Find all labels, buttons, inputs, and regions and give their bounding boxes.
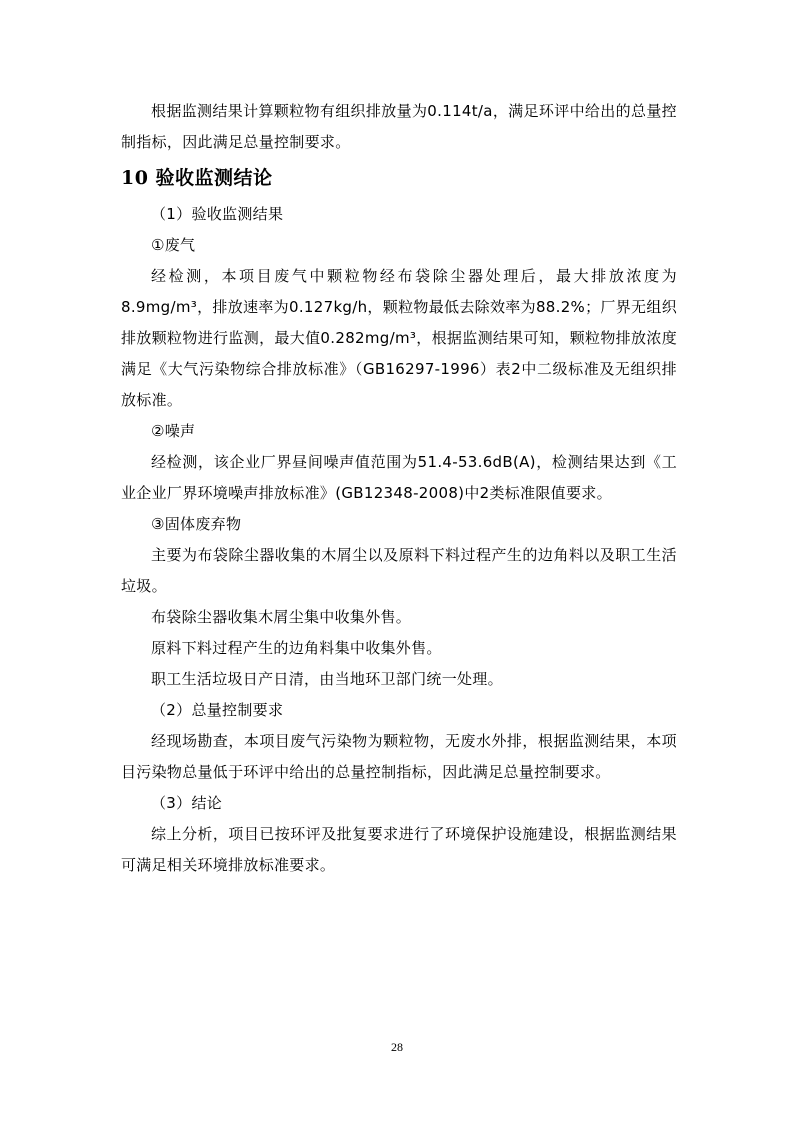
solid-waste-line-dust: 布袋除尘器收集木屑尘集中收集外售。: [151, 608, 412, 626]
solid-waste-title: ③固体废弃物: [151, 515, 242, 533]
section-heading: 10 验收监测结论: [121, 167, 273, 189]
conclusion-paragraph: 综上分析，项目已按环评及批复要求进行了环境保护设施建设，根据监测结果可满足相关环境排放标准要求。: [121, 825, 677, 874]
total-control-paragraph: 经现场勘查，本项目废气污染物为颗粒物，无废水外排，根据监测结果，本项目污染物总量低于环评中给出的总量控制指标，因此满足总量控制要求。: [121, 732, 677, 781]
noise-paragraph: 经检测，该企业厂界昼间噪声值范围为51.4-53.6dB(A)，检测结果达到《工业企业厂界环境噪声排放标准》(GB12348-2008)中2类标准限值要求。: [121, 453, 677, 502]
page-number: 28: [391, 1040, 403, 1054]
total-control-title: （2）总量控制要求: [151, 701, 284, 719]
intro-paragraph: 根据监测结果计算颗粒物有组织排放量为0.114t/a，满足环评中给出的总量控制指标，因此满足总量控制要求。: [121, 102, 677, 151]
page-content: [121, 96, 677, 881]
waste-gas-paragraph: 经检测，本项目废气中颗粒物经布袋除尘器处理后，最大排放浓度为8.9mg/m³，排放速率为0.127kg/h，颗粒物最低去除效率为88.2%；厂界无组织排放颗粒物进行监测，最大值0.282mg/m³，根据监测结果可知，颗粒物排放浓度满足《大气污染物综合排放标准》（GB16297-1996）表2中二级标准及无组织排放标准。: [121, 267, 677, 409]
solid-waste-line-garbage: 职工生活垃圾日产日清，由当地环卫部门统一处理。: [151, 670, 503, 688]
noise-title: ②噪声: [151, 422, 196, 440]
solid-waste-line-scraps: 原料下料过程产生的边角料集中收集外售。: [151, 639, 442, 657]
conclusion-title: （3）结论: [151, 794, 223, 812]
solid-waste-paragraph: 主要为布袋除尘器收集的木屑尘以及原料下料过程产生的边角料以及职工生活垃圾。: [121, 546, 677, 595]
waste-gas-title: ①废气: [151, 236, 196, 254]
results-title: （1）验收监测结果: [151, 205, 284, 223]
